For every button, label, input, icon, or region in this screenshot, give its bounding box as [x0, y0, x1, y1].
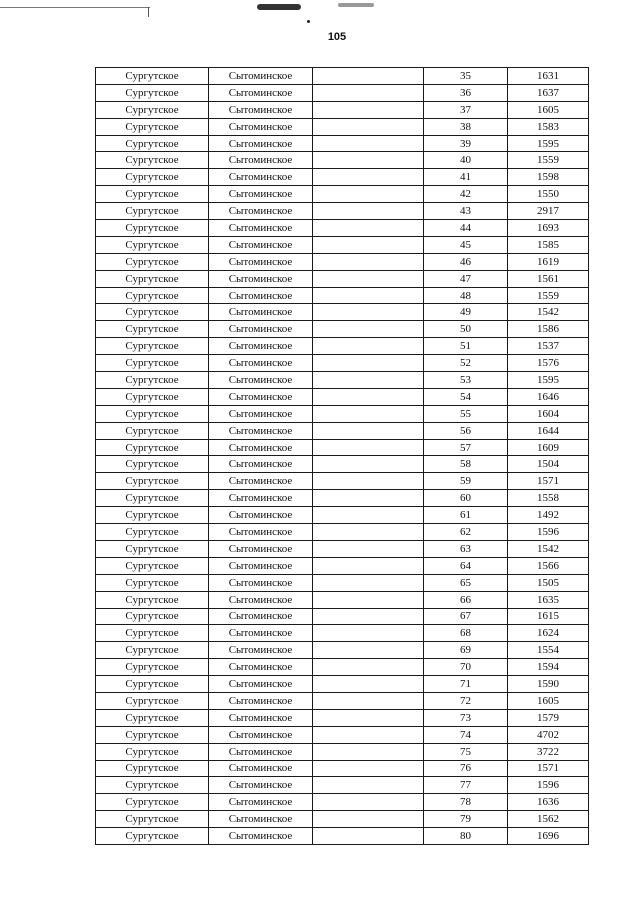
cell-field: Сургутское — [96, 355, 209, 372]
cell-blank — [313, 507, 424, 524]
cell-value: 1624 — [508, 625, 589, 642]
cell-value: 1605 — [508, 101, 589, 118]
cell-field: Сургутское — [96, 828, 209, 845]
cell-value: 1636 — [508, 794, 589, 811]
cell-value: 1605 — [508, 692, 589, 709]
cell-value: 1586 — [508, 321, 589, 338]
cell-deposit: Сытоминское — [209, 608, 313, 625]
cell-blank — [313, 540, 424, 557]
table-row — [96, 304, 589, 321]
cell-value: 1631 — [508, 68, 589, 85]
cell-deposit: Сытоминское — [209, 811, 313, 828]
cell-value: 1585 — [508, 236, 589, 253]
cell-number: 52 — [424, 355, 508, 372]
cell-number: 70 — [424, 659, 508, 676]
table-row — [96, 439, 589, 456]
cell-field: Сургутское — [96, 439, 209, 456]
table-row — [96, 524, 589, 541]
cell-deposit: Сытоминское — [209, 743, 313, 760]
cell-value: 1562 — [508, 811, 589, 828]
cell-value: 1598 — [508, 169, 589, 186]
cell-number: 76 — [424, 760, 508, 777]
cell-number: 61 — [424, 507, 508, 524]
cell-deposit: Сытоминское — [209, 68, 313, 85]
cell-blank — [313, 760, 424, 777]
cell-field: Сургутское — [96, 811, 209, 828]
cell-value: 1571 — [508, 473, 589, 490]
table-row — [96, 692, 589, 709]
cell-value: 1542 — [508, 304, 589, 321]
table-row — [96, 591, 589, 608]
cell-blank — [313, 101, 424, 118]
cell-number: 51 — [424, 338, 508, 355]
cell-field: Сургутское — [96, 169, 209, 186]
cell-field: Сургутское — [96, 372, 209, 389]
table-row — [96, 253, 589, 270]
table-row — [96, 220, 589, 237]
cell-field: Сургутское — [96, 388, 209, 405]
cell-blank — [313, 372, 424, 389]
cell-number: 68 — [424, 625, 508, 642]
cell-blank — [313, 709, 424, 726]
cell-field: Сургутское — [96, 118, 209, 135]
cell-number: 41 — [424, 169, 508, 186]
cell-deposit: Сытоминское — [209, 692, 313, 709]
cell-number: 50 — [424, 321, 508, 338]
cell-number: 35 — [424, 68, 508, 85]
cell-value: 1696 — [508, 828, 589, 845]
table-row — [96, 338, 589, 355]
cell-blank — [313, 828, 424, 845]
cell-field: Сургутское — [96, 338, 209, 355]
cell-deposit: Сытоминское — [209, 355, 313, 372]
cell-value: 1619 — [508, 253, 589, 270]
cell-value: 1615 — [508, 608, 589, 625]
table-row — [96, 236, 589, 253]
cell-blank — [313, 253, 424, 270]
cell-blank — [313, 338, 424, 355]
cell-value: 1559 — [508, 287, 589, 304]
cell-deposit: Сытоминское — [209, 642, 313, 659]
cell-field: Сургутское — [96, 287, 209, 304]
cell-value: 1595 — [508, 372, 589, 389]
cell-blank — [313, 625, 424, 642]
cell-field: Сургутское — [96, 625, 209, 642]
cell-deposit: Сытоминское — [209, 507, 313, 524]
cell-number: 42 — [424, 186, 508, 203]
cell-value: 1537 — [508, 338, 589, 355]
cell-deposit: Сытоминское — [209, 287, 313, 304]
cell-field: Сургутское — [96, 794, 209, 811]
cell-field: Сургутское — [96, 608, 209, 625]
cell-number: 43 — [424, 203, 508, 220]
page-number: 105 — [327, 31, 347, 43]
cell-blank — [313, 490, 424, 507]
cell-value: 1505 — [508, 574, 589, 591]
cell-field: Сургутское — [96, 203, 209, 220]
cell-blank — [313, 676, 424, 693]
cell-blank — [313, 642, 424, 659]
cell-deposit: Сытоминское — [209, 828, 313, 845]
cell-field: Сургутское — [96, 642, 209, 659]
cell-deposit: Сытоминское — [209, 321, 313, 338]
cell-deposit: Сытоминское — [209, 422, 313, 439]
cell-blank — [313, 811, 424, 828]
data-table — [95, 67, 589, 845]
cell-blank — [313, 726, 424, 743]
cell-blank — [313, 270, 424, 287]
cell-number: 60 — [424, 490, 508, 507]
cell-number: 46 — [424, 253, 508, 270]
cell-field: Сургутское — [96, 743, 209, 760]
cell-number: 44 — [424, 220, 508, 237]
scan-artifact-blot — [257, 4, 301, 10]
table-row — [96, 608, 589, 625]
cell-blank — [313, 388, 424, 405]
cell-field: Сургутское — [96, 456, 209, 473]
table-row — [96, 405, 589, 422]
cell-blank — [313, 169, 424, 186]
cell-value: 2917 — [508, 203, 589, 220]
cell-value: 1646 — [508, 388, 589, 405]
cell-field: Сургутское — [96, 253, 209, 270]
cell-deposit: Сытоминское — [209, 659, 313, 676]
cell-deposit: Сытоминское — [209, 253, 313, 270]
cell-deposit: Сытоминское — [209, 557, 313, 574]
cell-deposit: Сытоминское — [209, 726, 313, 743]
cell-deposit: Сытоминское — [209, 676, 313, 693]
cell-deposit: Сытоминское — [209, 405, 313, 422]
cell-number: 77 — [424, 777, 508, 794]
cell-blank — [313, 287, 424, 304]
cell-blank — [313, 524, 424, 541]
cell-blank — [313, 321, 424, 338]
cell-number: 62 — [424, 524, 508, 541]
cell-deposit: Сытоминское — [209, 473, 313, 490]
cell-deposit: Сытоминское — [209, 625, 313, 642]
cell-number: 39 — [424, 135, 508, 152]
cell-deposit: Сытоминское — [209, 152, 313, 169]
cell-field: Сургутское — [96, 422, 209, 439]
cell-field: Сургутское — [96, 507, 209, 524]
cell-field: Сургутское — [96, 405, 209, 422]
cell-value: 1604 — [508, 405, 589, 422]
scan-artifact-dot — [307, 20, 310, 23]
cell-value: 3722 — [508, 743, 589, 760]
cell-value: 1590 — [508, 676, 589, 693]
cell-value: 1635 — [508, 591, 589, 608]
cell-deposit: Сытоминское — [209, 101, 313, 118]
cell-blank — [313, 794, 424, 811]
table-row — [96, 709, 589, 726]
cell-number: 45 — [424, 236, 508, 253]
cell-field: Сургутское — [96, 709, 209, 726]
cell-blank — [313, 405, 424, 422]
cell-value: 1644 — [508, 422, 589, 439]
table-row — [96, 203, 589, 220]
cell-field: Сургутское — [96, 676, 209, 693]
cell-deposit: Сытоминское — [209, 84, 313, 101]
cell-field: Сургутское — [96, 321, 209, 338]
table-row — [96, 540, 589, 557]
cell-number: 67 — [424, 608, 508, 625]
cell-value: 1579 — [508, 709, 589, 726]
cell-field: Сургутское — [96, 84, 209, 101]
cell-field: Сургутское — [96, 591, 209, 608]
cell-value: 1596 — [508, 777, 589, 794]
table-row — [96, 473, 589, 490]
cell-value: 1554 — [508, 642, 589, 659]
cell-field: Сургутское — [96, 152, 209, 169]
cell-value: 1594 — [508, 659, 589, 676]
cell-field: Сургутское — [96, 186, 209, 203]
cell-deposit: Сытоминское — [209, 203, 313, 220]
cell-deposit: Сытоминское — [209, 135, 313, 152]
table-row — [96, 388, 589, 405]
cell-blank — [313, 68, 424, 85]
cell-number: 66 — [424, 591, 508, 608]
cell-number: 47 — [424, 270, 508, 287]
cell-field: Сургутское — [96, 270, 209, 287]
cell-blank — [313, 574, 424, 591]
cell-number: 57 — [424, 439, 508, 456]
cell-field: Сургутское — [96, 490, 209, 507]
table-row — [96, 726, 589, 743]
cell-blank — [313, 473, 424, 490]
cell-field: Сургутское — [96, 777, 209, 794]
cell-value: 1504 — [508, 456, 589, 473]
cell-value: 1583 — [508, 118, 589, 135]
cell-value: 1576 — [508, 355, 589, 372]
cell-value: 1566 — [508, 557, 589, 574]
cell-field: Сургутское — [96, 220, 209, 237]
table-row — [96, 68, 589, 85]
cell-blank — [313, 236, 424, 253]
cell-number: 40 — [424, 152, 508, 169]
table-row — [96, 422, 589, 439]
cell-deposit: Сытоминское — [209, 524, 313, 541]
cell-blank — [313, 118, 424, 135]
cell-number: 54 — [424, 388, 508, 405]
cell-blank — [313, 692, 424, 709]
cell-value: 1561 — [508, 270, 589, 287]
cell-field: Сургутское — [96, 574, 209, 591]
cell-number: 53 — [424, 372, 508, 389]
table-row — [96, 456, 589, 473]
cell-field: Сургутское — [96, 524, 209, 541]
scan-artifact-tick — [148, 7, 149, 17]
cell-number: 75 — [424, 743, 508, 760]
cell-blank — [313, 152, 424, 169]
cell-deposit: Сытоминское — [209, 760, 313, 777]
cell-blank — [313, 422, 424, 439]
table-row — [96, 743, 589, 760]
cell-value: 1550 — [508, 186, 589, 203]
cell-blank — [313, 456, 424, 473]
cell-number: 49 — [424, 304, 508, 321]
cell-value: 1558 — [508, 490, 589, 507]
cell-blank — [313, 355, 424, 372]
cell-value: 1492 — [508, 507, 589, 524]
table-row — [96, 777, 589, 794]
cell-blank — [313, 186, 424, 203]
cell-number: 56 — [424, 422, 508, 439]
table-row — [96, 118, 589, 135]
cell-value: 1693 — [508, 220, 589, 237]
cell-number: 73 — [424, 709, 508, 726]
cell-value: 1609 — [508, 439, 589, 456]
cell-deposit: Сытоминское — [209, 591, 313, 608]
cell-value: 1571 — [508, 760, 589, 777]
cell-deposit: Сытоминское — [209, 338, 313, 355]
cell-blank — [313, 743, 424, 760]
cell-number: 63 — [424, 540, 508, 557]
cell-deposit: Сытоминское — [209, 388, 313, 405]
cell-blank — [313, 84, 424, 101]
cell-blank — [313, 777, 424, 794]
cell-value: 1559 — [508, 152, 589, 169]
cell-blank — [313, 304, 424, 321]
table-row — [96, 625, 589, 642]
cell-number: 72 — [424, 692, 508, 709]
table-row — [96, 186, 589, 203]
table-row — [96, 372, 589, 389]
cell-field: Сургутское — [96, 540, 209, 557]
table-row — [96, 152, 589, 169]
cell-deposit: Сытоминское — [209, 709, 313, 726]
table-row — [96, 270, 589, 287]
cell-number: 78 — [424, 794, 508, 811]
cell-blank — [313, 203, 424, 220]
scan-artifact-top-left — [0, 7, 150, 8]
cell-number: 65 — [424, 574, 508, 591]
cell-deposit: Сытоминское — [209, 777, 313, 794]
cell-number: 79 — [424, 811, 508, 828]
cell-value: 1637 — [508, 84, 589, 101]
cell-blank — [313, 557, 424, 574]
cell-deposit: Сытоминское — [209, 220, 313, 237]
cell-deposit: Сытоминское — [209, 372, 313, 389]
cell-number: 74 — [424, 726, 508, 743]
cell-blank — [313, 591, 424, 608]
cell-deposit: Сытоминское — [209, 186, 313, 203]
table-row — [96, 659, 589, 676]
table-row — [96, 287, 589, 304]
cell-deposit: Сытоминское — [209, 304, 313, 321]
cell-field: Сургутское — [96, 236, 209, 253]
table-row — [96, 84, 589, 101]
cell-blank — [313, 439, 424, 456]
cell-blank — [313, 135, 424, 152]
table-row — [96, 355, 589, 372]
cell-field: Сургутское — [96, 726, 209, 743]
cell-number: 36 — [424, 84, 508, 101]
cell-deposit: Сытоминское — [209, 456, 313, 473]
cell-field: Сургутское — [96, 68, 209, 85]
cell-deposit: Сытоминское — [209, 236, 313, 253]
cell-number: 37 — [424, 101, 508, 118]
cell-number: 80 — [424, 828, 508, 845]
cell-number: 58 — [424, 456, 508, 473]
cell-number: 59 — [424, 473, 508, 490]
table-row — [96, 101, 589, 118]
table-row — [96, 574, 589, 591]
table-row — [96, 828, 589, 845]
cell-value: 4702 — [508, 726, 589, 743]
table-row — [96, 507, 589, 524]
table-row — [96, 642, 589, 659]
cell-number: 55 — [424, 405, 508, 422]
cell-deposit: Сытоминское — [209, 439, 313, 456]
cell-deposit: Сытоминское — [209, 270, 313, 287]
cell-deposit: Сытоминское — [209, 490, 313, 507]
table-row — [96, 557, 589, 574]
cell-field: Сургутское — [96, 760, 209, 777]
cell-field: Сургутское — [96, 557, 209, 574]
table-row — [96, 794, 589, 811]
cell-number: 48 — [424, 287, 508, 304]
cell-number: 64 — [424, 557, 508, 574]
cell-deposit: Сытоминское — [209, 118, 313, 135]
table-row — [96, 321, 589, 338]
cell-value: 1542 — [508, 540, 589, 557]
cell-blank — [313, 608, 424, 625]
cell-deposit: Сытоминское — [209, 540, 313, 557]
table-row — [96, 760, 589, 777]
cell-blank — [313, 659, 424, 676]
cell-deposit: Сытоминское — [209, 574, 313, 591]
cell-field: Сургутское — [96, 473, 209, 490]
cell-deposit: Сытоминское — [209, 169, 313, 186]
cell-value: 1595 — [508, 135, 589, 152]
cell-number: 71 — [424, 676, 508, 693]
cell-blank — [313, 220, 424, 237]
cell-field: Сургутское — [96, 135, 209, 152]
cell-field: Сургутское — [96, 304, 209, 321]
table-row — [96, 135, 589, 152]
cell-field: Сургутское — [96, 692, 209, 709]
cell-field: Сургутское — [96, 659, 209, 676]
table-row — [96, 169, 589, 186]
cell-number: 38 — [424, 118, 508, 135]
table-row — [96, 490, 589, 507]
table-row — [96, 676, 589, 693]
table-body — [96, 68, 589, 845]
cell-number: 69 — [424, 642, 508, 659]
scan-artifact-smudge — [338, 3, 374, 7]
cell-deposit: Сытоминское — [209, 794, 313, 811]
table-row — [96, 811, 589, 828]
cell-value: 1596 — [508, 524, 589, 541]
cell-field: Сургутское — [96, 101, 209, 118]
